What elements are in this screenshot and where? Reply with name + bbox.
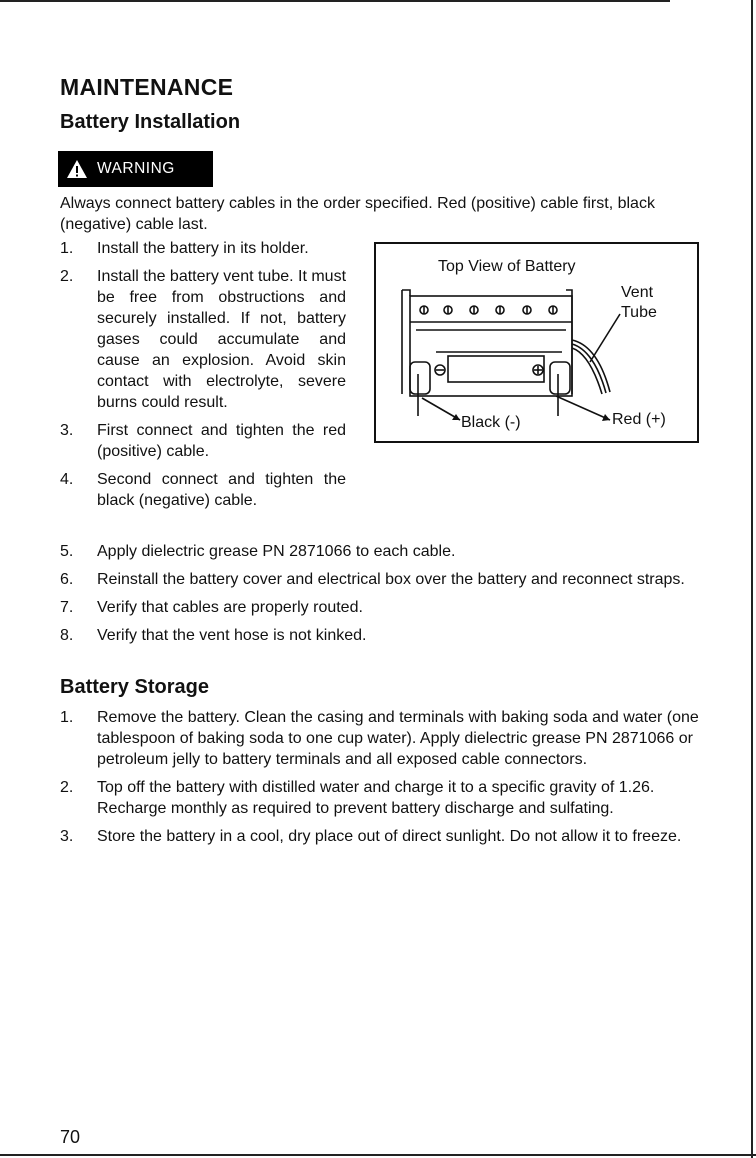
warning-text: Always connect battery cables in the order specified. Red (positive) cable first, black (negative) cable last. (60, 195, 655, 233)
list-item: 4. Second connect and tighten the black (negative) cable. (60, 471, 346, 509)
list-item: 6. Reinstall the battery cover and electrical box over the battery and reconnect straps. (60, 571, 685, 588)
vent-label-line1: Vent (621, 284, 654, 301)
list-item: 3. Store the battery in a cool, dry place out of direct sunlight. Do not allow it to freeze. (60, 828, 682, 845)
diagram-title: Top View of Battery (438, 258, 576, 275)
warning-badge (58, 151, 213, 187)
subsection-title: Battery Installation (60, 111, 241, 133)
warning-triangle-icon (66, 159, 88, 179)
list-item: 2. Top off the battery with distilled water and charge it to a specific gravity of 1.26. Recharge monthly as required to prevent battery discharge and sulfating. (60, 779, 655, 817)
list-item: 1. Remove the battery. Clean the casing and terminals with baking soda and water (one tablespoon of baking soda to one cup water). Apply dielectric grease PN 2871066 or petroleum jelly to battery terminals and all exposed cable connectors. (60, 709, 699, 768)
battery-diagram (374, 242, 699, 443)
page-number: 70 (60, 1127, 81, 1147)
list-item: 5. Apply dielectric grease PN 2871066 to each cable. (60, 543, 456, 560)
list-item: 7. Verify that cables are properly routed. (60, 599, 363, 616)
red-cable-label: Red (+) (612, 411, 666, 428)
vent-label-line2: Tube (621, 304, 657, 321)
installation-steps-bottom (60, 541, 705, 646)
storage-title: Battery Storage (60, 676, 209, 698)
warning-label: WARNING (97, 160, 175, 177)
page-border-right (751, 0, 753, 1158)
storage-steps (60, 707, 705, 847)
list-item: 1. Install the battery in its holder. (60, 240, 309, 257)
list-item: 3. First connect and tighten the red (positive) cable. (60, 422, 346, 460)
page-border-bottom (0, 1154, 756, 1156)
list-item: 2. Install the battery vent tube. It must be free from obstructions and securely installed. If not, battery gases could accumulate and cause an explosion. Avoid skin contact with electrolyte, severe burns could result. (60, 268, 347, 411)
black-cable-label: Black (-) (461, 414, 521, 431)
list-item: 8. Verify that the vent hose is not kinked. (60, 627, 367, 644)
section-title: MAINTENANCE (60, 74, 234, 100)
page-border-top (0, 0, 670, 2)
installation-steps-top (60, 238, 346, 511)
